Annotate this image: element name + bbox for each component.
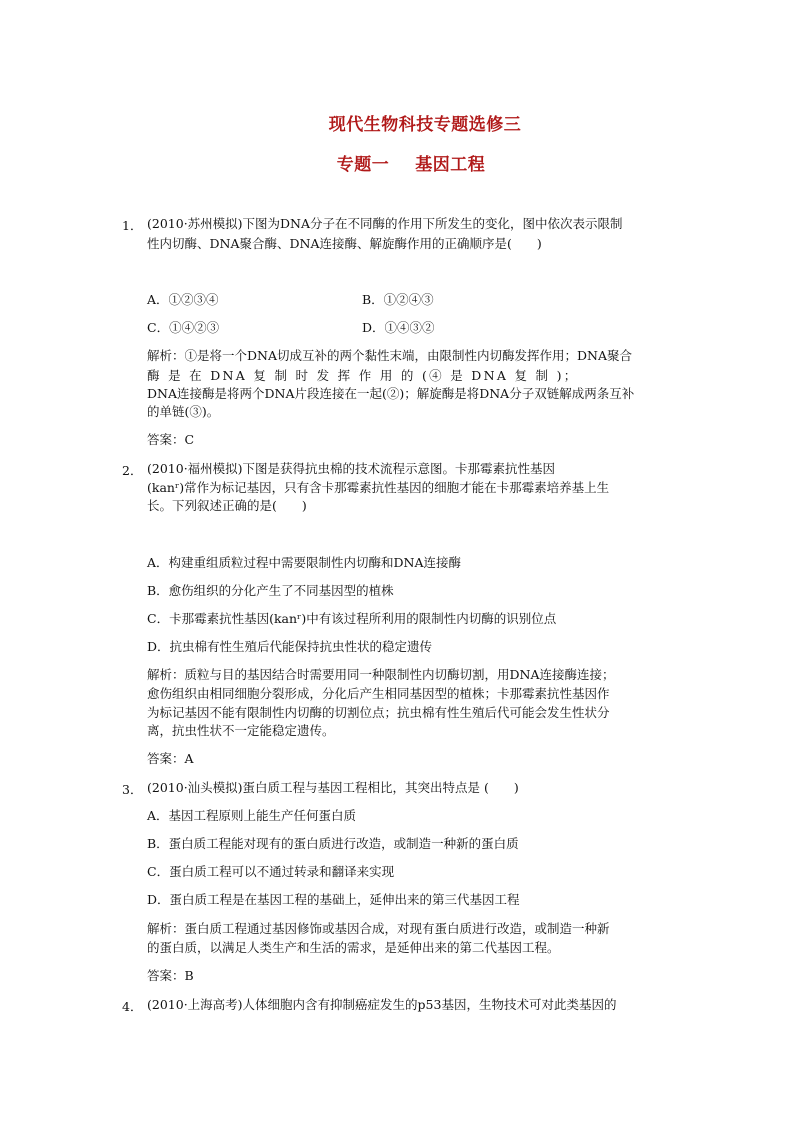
analysis-line: DNA连接酶是将两个DNA片段连接在一起(②)；解旋酶是将DNA分子双链解成两条互补 xyxy=(147,386,635,401)
question-text-line: (kanʳ)常作为标记基因，只有含卡那霉素抗性基因的细胞才能在卡那霉素培养基上生 xyxy=(147,480,610,495)
analysis-line: 为标记基因不能有限制性内切酶的切割位点；抗虫棉有性生殖后代可能会发生性状分 xyxy=(147,705,610,720)
option-c: C．蛋白质工程可以不通过转录和翻译来实现 xyxy=(147,864,395,879)
analysis-line: 愈伤组织由相同细胞分裂形成，分化后产生相同基因型的植株；卡那霉素抗性基因作 xyxy=(147,686,610,701)
answer: 答案：A xyxy=(147,751,194,766)
question-number: 3． xyxy=(122,782,143,797)
analysis-line: 解析：蛋白质工程通过基因修饰或基因合成，对现有蛋白质进行改造，或制造一种新 xyxy=(147,921,610,936)
chapter-heading xyxy=(14,150,794,175)
analysis-line: 的单链(③)。 xyxy=(147,404,220,419)
question-text-line: (2010·汕头模拟)蛋白质工程与基因工程相比，其突出特点是 ( ) xyxy=(147,780,519,795)
analysis-line: 离，抗虫性状不一定能稳定遗传。 xyxy=(147,723,335,738)
option-b: B．愈伤组织的分化产生了不同基因型的植株 xyxy=(147,583,394,598)
answer: 答案：C xyxy=(147,432,195,447)
question-text-line: (2010·苏州模拟)下图为DNA分子在不同酶的作用下所发生的变化，图中依次表示限制 xyxy=(147,216,623,231)
analysis-line: 解析：①是将一个DNA切成互补的两个黏性末端，由限制性内切酶发挥作用；DNA聚合 xyxy=(147,348,632,363)
option-d: D．抗虫棉有性生殖后代能保持抗虫性状的稳定遗传 xyxy=(147,639,433,654)
question-number: 2． xyxy=(122,463,143,478)
option-a: A．①②③④ xyxy=(147,292,219,307)
question-number: 1． xyxy=(122,218,143,233)
question-text-line: (2010·福州模拟)下图是获得抗虫棉的技术流程示意图。卡那霉素抗性基因 xyxy=(147,461,556,476)
analysis-line: 酶 是 在 DNA 复 制 时 发 挥 作 用 的 (④ 是 DNA 复 制 )； xyxy=(147,368,579,383)
option-d: D．蛋白质工程是在基因工程的基础上，延伸出来的第三代基因工程 xyxy=(147,892,520,907)
question-text-line: 性内切酶、DNA聚合酶、DNA连接酶、解旋酶作用的正确顺序是( ) xyxy=(147,236,542,251)
chapter-number: 专题一 xyxy=(336,155,390,175)
option-a: A．基因工程原则上能生产任何蛋白质 xyxy=(147,808,357,823)
option-d: D．①④③② xyxy=(362,320,435,335)
question-text-line: 长。下列叙述正确的是( ) xyxy=(147,498,307,513)
document-title: 现代生物科技专题选修三 xyxy=(328,115,522,135)
question-text-line: (2010·上海高考)人体细胞内含有抑制癌症发生的p53基因，生物技术可对此类基因的 xyxy=(147,997,617,1012)
answer: 答案：B xyxy=(147,968,194,983)
analysis-line: 解析：质粒与目的基因结合时需要用同一种限制性内切酶切割，用DNA连接酶连接； xyxy=(147,667,615,682)
option-a: A．构建重组质粒过程中需要限制性内切酶和DNA连接酶 xyxy=(147,555,462,570)
question-number: 4． xyxy=(122,999,143,1014)
chapter-name: 基因工程 xyxy=(415,155,486,175)
option-c: C．①④②③ xyxy=(147,320,220,335)
option-b: B．①②④③ xyxy=(362,292,434,307)
analysis-line: 的蛋白质，以满足人类生产和生活的需求，是延伸出来的第二代基因工程。 xyxy=(147,940,560,955)
option-b: B．蛋白质工程能对现有的蛋白质进行改造，或制造一种新的蛋白质 xyxy=(147,836,519,851)
option-c: C．卡那霉素抗性基因(kanʳ)中有该过程所利用的限制性内切酶的识别位点 xyxy=(147,611,557,626)
